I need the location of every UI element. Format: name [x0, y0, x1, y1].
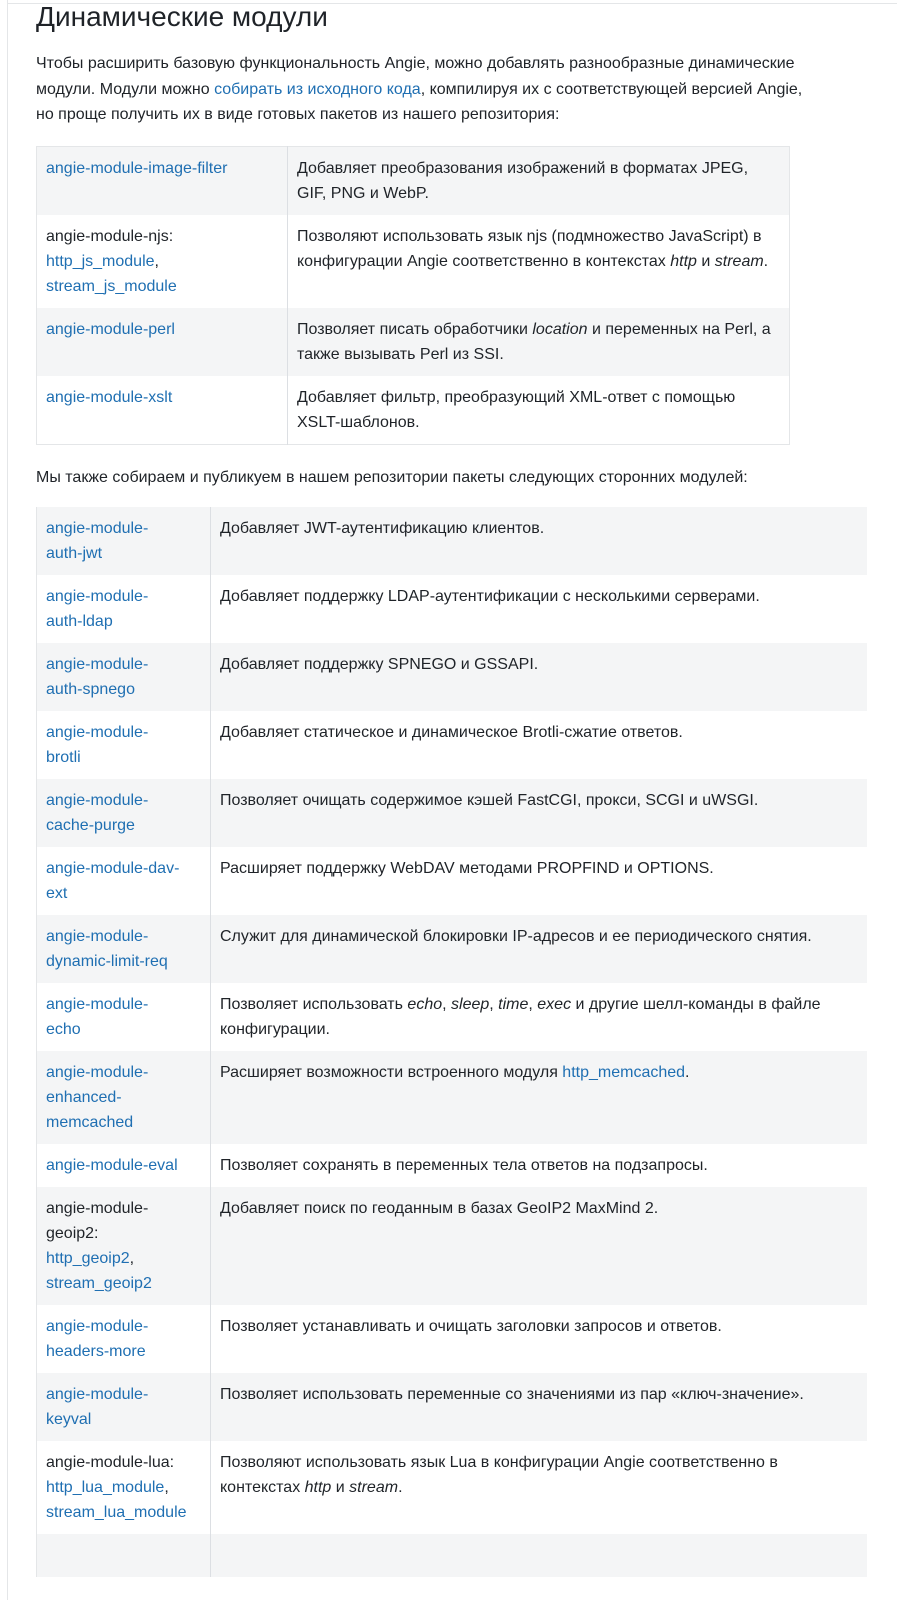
desc-text: ,	[528, 996, 538, 1013]
link-part: headers-more	[46, 1343, 146, 1360]
third-party-modules-table	[36, 507, 867, 1577]
link-part: angie-module-	[46, 1064, 149, 1081]
dynamic-modules-table	[36, 146, 790, 445]
module-name-cell	[37, 507, 211, 575]
page-left-border	[7, 0, 8, 1600]
desc-em: stream	[349, 1479, 399, 1496]
table-row	[37, 1051, 867, 1144]
table-row	[37, 847, 867, 915]
desc-text: Позволяет писать обработчики	[297, 320, 533, 338]
table-row	[37, 215, 790, 308]
desc-text: .	[398, 1479, 403, 1496]
table-row	[37, 915, 867, 983]
module-link-xslt[interactable]: angie-module-xslt	[46, 388, 173, 406]
module-name-cell	[37, 1534, 211, 1577]
module-link-headers-more[interactable]	[46, 1318, 148, 1360]
table-row	[37, 376, 790, 445]
module-name-cell	[37, 1441, 211, 1534]
module-name-cell	[37, 983, 211, 1051]
desc-em: sleep	[451, 996, 490, 1013]
separator: ,	[164, 1479, 169, 1496]
desc-text: Расширяет возможности встроенного модуля	[220, 1064, 563, 1081]
module-link-auth-ldap[interactable]	[46, 588, 148, 630]
module-desc-cell	[288, 215, 790, 308]
module-name-part: geoip2:	[46, 1225, 99, 1242]
module-desc-cell: Позволяет очищать содержимое кэшей FastCGI, прокси, SCGI и uWSGI.	[220, 792, 759, 809]
table-row	[37, 711, 867, 779]
table-row	[37, 1144, 867, 1187]
module-name-cell	[37, 308, 288, 376]
link-part: angie-module-	[46, 928, 149, 945]
table-row	[37, 507, 867, 575]
http-lua-module-link[interactable]: http_lua_module	[46, 1479, 165, 1496]
desc-text: .	[763, 252, 769, 270]
module-desc-cell: Добавляет поиск по геоданным в базах GeoIP2 MaxMind 2.	[220, 1200, 659, 1217]
module-desc-cell: Добавляет JWT-аутентификацию клиентов.	[220, 520, 545, 537]
module-desc-cell: Расширяет поддержку WebDAV методами PROPFIND и OPTIONS.	[220, 860, 714, 877]
desc-em: stream	[714, 252, 764, 270]
module-desc-cell	[211, 983, 867, 1051]
module-name-cell	[37, 146, 288, 215]
link-part: echo	[46, 1021, 81, 1038]
module-desc-cell: Позволяет использовать переменные со значениями из пар «ключ-значение».	[220, 1386, 804, 1403]
module-link-echo[interactable]	[46, 996, 148, 1038]
module-name-njs: angie-module-njs:	[46, 227, 174, 245]
module-link-dav-ext[interactable]	[46, 860, 179, 902]
table-row	[37, 1441, 867, 1534]
module-link-eval[interactable]: angie-module-eval	[46, 1157, 178, 1174]
stream-js-module-link[interactable]: stream_js_module	[46, 277, 177, 295]
module-desc-cell: Добавляет преобразования изображений в форматах JPEG, GIF, PNG и WebP.	[297, 159, 749, 202]
module-desc-cell: Добавляет поддержку LDAP-аутентификации с несколькими серверами.	[220, 588, 760, 605]
module-name-cell	[37, 575, 211, 643]
module-name-cell	[37, 1187, 211, 1305]
table-row	[37, 575, 867, 643]
module-desc-cell: Позволяет сохранять в переменных тела ответов на подзапросы.	[220, 1157, 708, 1174]
desc-em: location	[532, 320, 588, 338]
module-name-cell	[37, 1051, 211, 1144]
link-part: angie-module-	[46, 520, 149, 537]
module-link-dynamic-limit-req[interactable]	[46, 928, 168, 970]
main-content	[36, 0, 897, 1577]
stream-geoip2-link[interactable]: stream_geoip2	[46, 1275, 152, 1292]
table-row	[37, 643, 867, 711]
http-memcached-link[interactable]: http_memcached	[562, 1064, 686, 1081]
module-name-lua: angie-module-lua:	[46, 1454, 175, 1471]
table-row	[37, 983, 867, 1051]
link-part: angie-module-	[46, 656, 149, 673]
desc-text: и другие шелл-команды в файле конфигурации.	[220, 996, 821, 1038]
module-name-cell	[37, 711, 211, 779]
link-part: angie-module-	[46, 724, 149, 741]
link-part: keyval	[46, 1411, 92, 1428]
link-part: brotli	[46, 749, 81, 766]
module-name-cell	[37, 847, 211, 915]
module-name-cell	[37, 915, 211, 983]
link-part: enhanced-	[46, 1089, 122, 1106]
desc-text: Позволяет использовать	[220, 996, 408, 1013]
table-row	[37, 779, 867, 847]
module-link-cache-purge[interactable]	[46, 792, 148, 834]
module-desc-cell	[211, 1534, 867, 1577]
desc-text: Позволяют использовать язык Lua в конфигурации Angie соответственно в контекстах	[220, 1454, 778, 1496]
link-part: angie-module-	[46, 588, 149, 605]
link-part: auth-spnego	[46, 681, 135, 698]
module-name-cell	[37, 1305, 211, 1373]
module-name-cell	[37, 779, 211, 847]
module-desc-cell	[288, 308, 790, 376]
module-link-auth-spnego[interactable]	[46, 656, 148, 698]
module-link-brotli[interactable]	[46, 724, 148, 766]
module-name-cell	[37, 1373, 211, 1441]
desc-em: http	[304, 1479, 332, 1496]
intro-text-2: , компилируя их с соответствующей версией Angie, но проще получить их в виде готовых пакетов из нашего репозитория:	[36, 80, 803, 123]
desc-em: time	[498, 996, 529, 1013]
table-row	[37, 1305, 867, 1373]
desc-text: и переменных на Perl, а также вызывать Perl из SSI.	[297, 320, 771, 363]
desc-em: exec	[537, 996, 572, 1013]
http-js-module-link[interactable]: http_js_module	[46, 252, 155, 270]
module-desc-cell	[211, 1051, 867, 1144]
module-link-enhanced-memcached[interactable]	[46, 1064, 148, 1131]
module-name-cell	[37, 215, 288, 308]
module-link-keyval[interactable]	[46, 1386, 148, 1428]
link-part: angie-module-	[46, 1386, 149, 1403]
stream-lua-module-link[interactable]: stream_lua_module	[46, 1504, 187, 1521]
link-part: auth-jwt	[46, 545, 103, 562]
link-part: cache-purge	[46, 817, 135, 834]
module-desc-cell: Добавляет поддержку SPNEGO и GSSAPI.	[220, 656, 539, 673]
module-desc-cell	[211, 1441, 867, 1534]
module-desc-cell: Служит для динамической блокировки IP-адресов и ее периодического снятия.	[220, 928, 812, 945]
desc-text: ,	[442, 996, 452, 1013]
module-name-cell	[37, 376, 288, 445]
table-row	[37, 1187, 867, 1305]
desc-em: echo	[407, 996, 443, 1013]
table-row	[37, 146, 790, 215]
http-geoip2-link[interactable]: http_geoip2	[46, 1250, 130, 1267]
desc-text: и	[696, 252, 715, 270]
module-desc-cell: Добавляет статическое и динамическое Brotli-сжатие ответов.	[220, 724, 683, 741]
module-name-cell	[37, 643, 211, 711]
link-part: memcached	[46, 1114, 134, 1131]
table-row	[37, 1373, 867, 1441]
desc-em: http	[670, 252, 697, 270]
desc-text: ,	[489, 996, 499, 1013]
link-part: angie-module-	[46, 792, 149, 809]
module-link-auth-jwt[interactable]	[46, 520, 148, 562]
module-link-image-filter[interactable]: angie-module-image-filter	[46, 159, 228, 177]
build-from-source-link[interactable]: собирать из исходного кода	[214, 80, 421, 98]
intro-text-1: Чтобы расширить базовую функциональность Angie, можно добавлять разнообразные динамические модули. Модули можно	[36, 55, 795, 98]
link-part: auth-ldap	[46, 613, 113, 630]
third-party-intro: Мы также собираем и публикуем в нашем репозитории пакеты следующих сторонних модулей:	[36, 468, 748, 486]
desc-text: и	[331, 1479, 350, 1496]
link-part: dynamic-limit-req	[46, 953, 168, 970]
link-part: angie-module-dav-	[46, 860, 180, 877]
page-title: Динамические модули	[36, 1, 328, 32]
link-part: ext	[46, 885, 68, 902]
table-row	[37, 308, 790, 376]
desc-text: Позволяют использовать язык njs (подмножество JavaScript) в конфигурации Angie соответственно в контекстах	[297, 227, 762, 270]
separator: ,	[129, 1250, 135, 1267]
link-part: angie-module-	[46, 1318, 149, 1335]
module-desc-cell: Позволяет устанавливать и очищать заголовки запросов и ответов.	[220, 1318, 722, 1335]
separator: ,	[154, 252, 159, 270]
module-name-part: angie-module-	[46, 1200, 149, 1217]
desc-text: .	[685, 1064, 690, 1081]
intro-paragraph	[36, 51, 806, 128]
module-link-perl[interactable]: angie-module-perl	[46, 320, 175, 338]
module-desc-cell: Добавляет фильтр, преобразующий XML-ответ с помощью XSLT-шаблонов.	[297, 388, 736, 431]
link-part: angie-module-	[46, 996, 149, 1013]
table-row-partial	[37, 1534, 867, 1577]
module-name-cell	[37, 1144, 211, 1187]
